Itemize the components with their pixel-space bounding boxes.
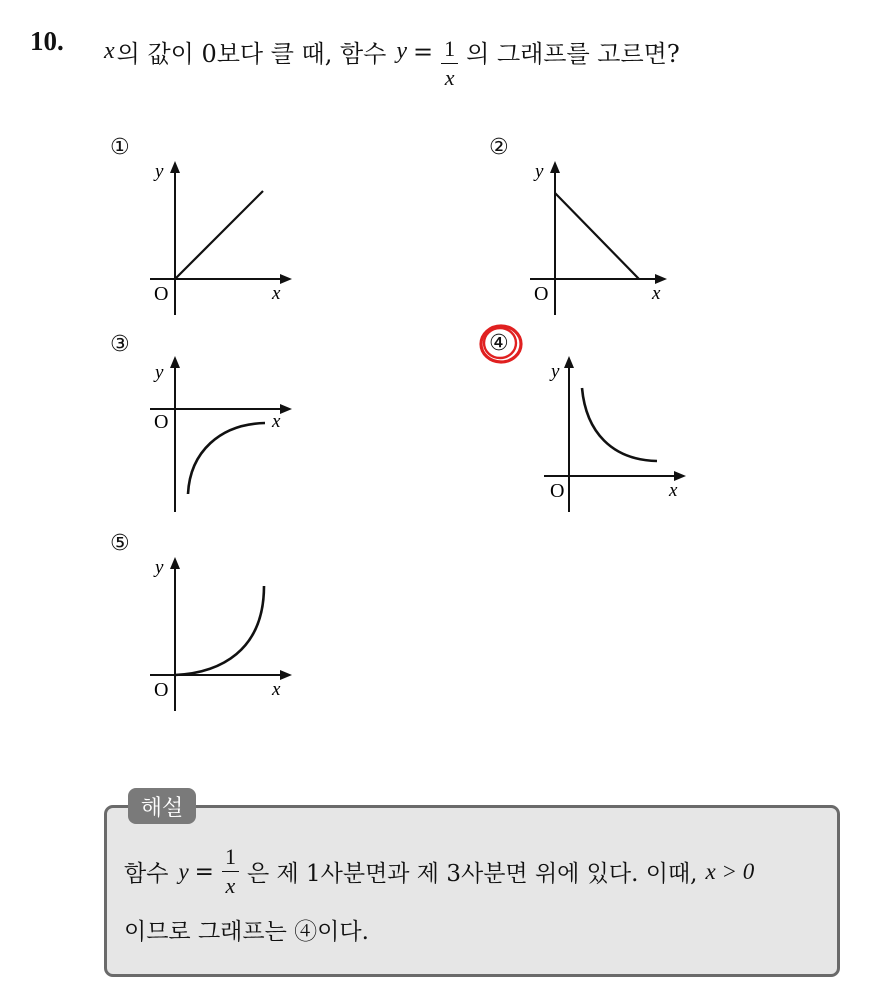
explanation-line-2: 이므로 그래프는 ④이다.	[124, 919, 369, 945]
y-axis-arrow	[170, 161, 180, 173]
option-4-label[interactable]: ④	[489, 331, 509, 356]
var-y: y	[396, 38, 408, 64]
option-2-label[interactable]: ②	[489, 135, 509, 160]
graph-curve	[188, 423, 265, 494]
x-axis-arrow	[280, 404, 292, 414]
question-number: 10.	[30, 26, 64, 56]
var-y: y	[178, 858, 189, 884]
graph-curve	[175, 586, 264, 675]
graph-option-3[interactable]	[140, 352, 300, 517]
marker-stroke-inner	[484, 328, 516, 358]
origin-label: O	[154, 411, 169, 433]
graph-option-1[interactable]	[140, 155, 300, 320]
fraction-denominator: x	[444, 65, 455, 90]
y-axis-arrow	[550, 161, 560, 173]
x-axis-label: x	[652, 283, 661, 304]
x-axis-arrow	[280, 274, 292, 284]
y-axis-label: y	[155, 557, 164, 578]
equals-sign: =	[413, 37, 434, 66]
var-x: x	[104, 38, 115, 64]
fraction-numerator: 1	[222, 846, 239, 872]
origin-label: O	[550, 480, 565, 502]
option-5-label[interactable]: ⑤	[110, 531, 130, 556]
origin-label: O	[154, 679, 169, 701]
option-3-label[interactable]: ③	[110, 332, 130, 357]
explanation-line-1	[124, 846, 754, 897]
explanation-fraction	[222, 846, 239, 897]
graph-curve	[175, 191, 263, 279]
graph-curve	[555, 193, 639, 279]
y-axis-label: y	[155, 161, 164, 182]
answer-circle-marker	[476, 320, 526, 368]
question-text-b: 의 그래프를 고르면?	[466, 40, 680, 68]
fraction-numerator: 1	[441, 38, 458, 64]
y-axis-arrow	[564, 356, 574, 368]
explanation-tag: 해설	[128, 788, 196, 824]
fraction-one-over-x	[441, 38, 458, 89]
fraction-denominator: x	[225, 873, 236, 898]
graph-option-5[interactable]	[140, 551, 300, 716]
explanation-condition: x > 0	[705, 858, 755, 884]
graph-option-4[interactable]	[534, 352, 694, 517]
question-text-a: 의 값이 0보다 클 때, 함수	[116, 40, 387, 68]
y-axis-arrow	[170, 356, 180, 368]
y-axis-label: y	[155, 362, 164, 383]
x-axis-label: x	[272, 411, 281, 432]
origin-label: O	[154, 283, 169, 305]
y-axis-arrow	[170, 557, 180, 569]
origin-label: O	[534, 283, 549, 305]
y-axis-label: y	[551, 361, 560, 382]
graph-curve	[582, 388, 657, 461]
explanation-text-a: 함수	[124, 861, 169, 887]
x-axis-label: x	[272, 283, 281, 304]
x-axis-label: x	[272, 679, 281, 700]
question-text	[104, 26, 680, 90]
x-axis-label: x	[669, 480, 678, 501]
graph-option-2[interactable]	[520, 155, 680, 320]
explanation-text-b: 은 제 1사분면과 제 3사분면 위에 있다. 이때,	[246, 861, 698, 887]
equals-sign: =	[194, 858, 214, 885]
option-1-label[interactable]: ①	[110, 135, 130, 160]
x-axis-arrow	[280, 670, 292, 680]
y-axis-label: y	[535, 161, 544, 182]
